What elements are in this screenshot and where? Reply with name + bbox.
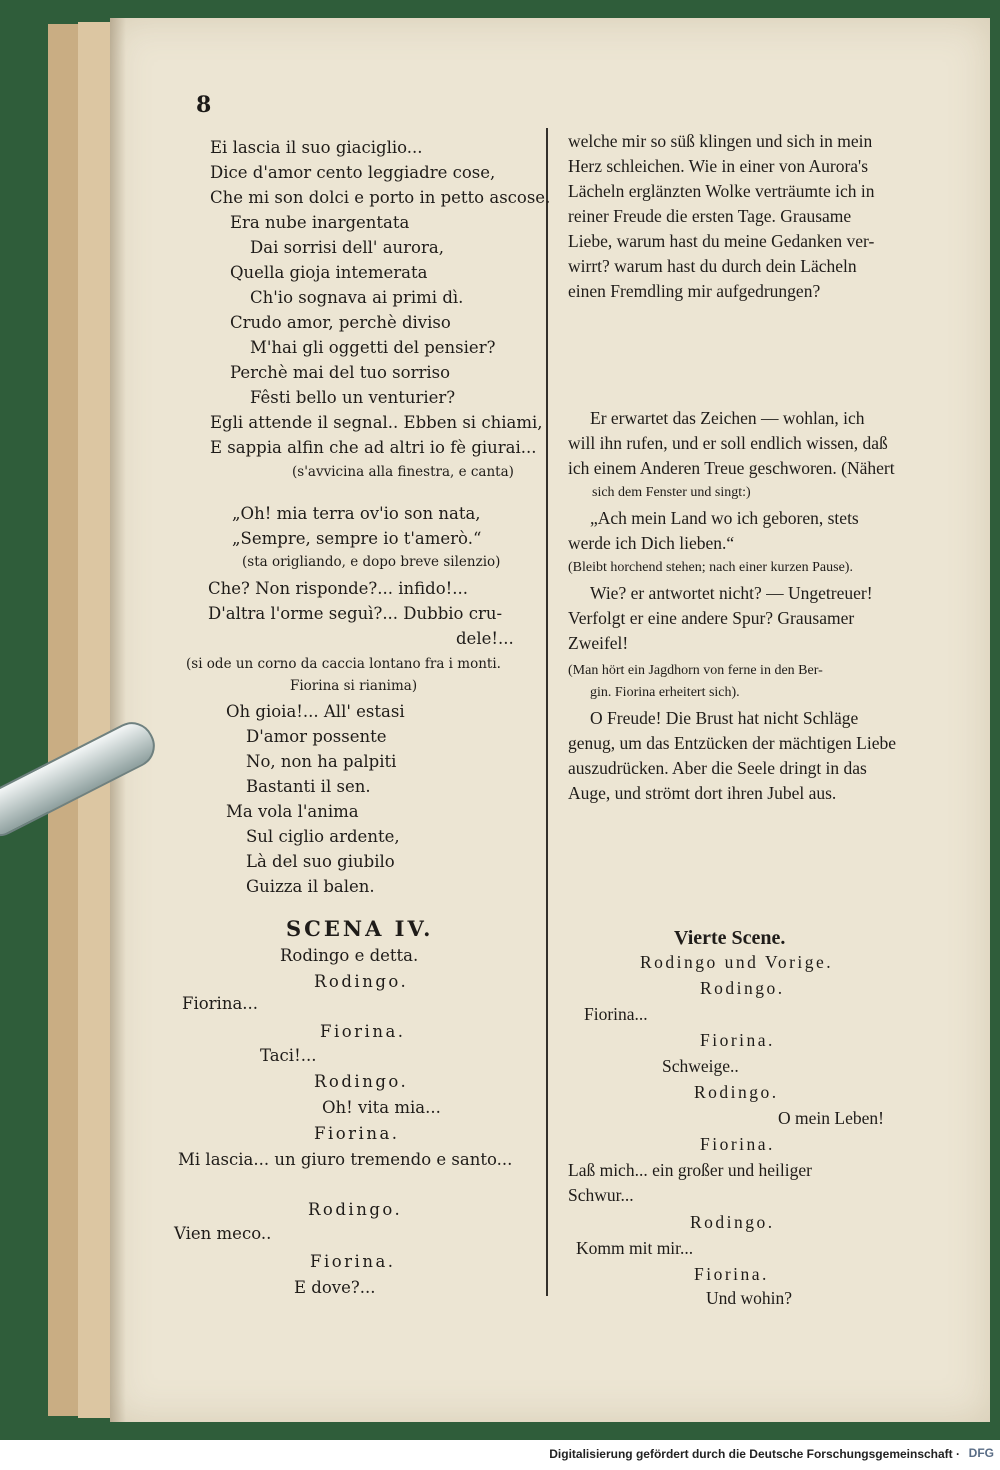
italian-line: Che? Non risponde?... infido!...	[208, 579, 469, 598]
speaker-name: Rodingo.	[314, 972, 409, 991]
stage-direction: (si ode un corno da caccia lontano fra i monti.	[186, 656, 501, 672]
italian-verse: Sul ciglio ardente,	[246, 827, 400, 846]
italian-verse: Ma vola l'anima	[226, 802, 359, 821]
italian-line: Ei lascia il suo giaciglio...	[210, 138, 423, 157]
stage-direction: (Man hört ein Jagdhorn von ferne in den Ber-	[568, 663, 823, 678]
dialogue-line: Komm mit mir...	[576, 1238, 694, 1258]
speaker-name: Fiorina.	[700, 1134, 775, 1154]
footer-bar	[0, 1440, 1000, 1470]
dialogue-line: Vien meco..	[174, 1224, 272, 1243]
dialogue-line: Schweige..	[662, 1056, 739, 1076]
column-divider	[546, 128, 548, 1296]
german-line: einen Fremdling mir aufgedrungen?	[568, 281, 821, 301]
stage-direction: sich dem Fenster und singt:)	[592, 485, 751, 500]
italian-line: Fêsti bello un venturier?	[250, 388, 456, 407]
german-song-line: „Ach mein Land wo ich geboren, stets	[590, 508, 859, 528]
stage-direction: Fiorina si rianima)	[290, 678, 418, 694]
speaker-name: Fiorina.	[320, 1022, 406, 1041]
italian-line: Crudo amor, perchè diviso	[230, 313, 451, 332]
german-line: Er erwartet das Zeichen — wohlan, ich	[590, 408, 865, 428]
italian-line: dele!...	[456, 629, 514, 648]
italian-line: Che mi son dolci e porto in petto ascose.	[210, 188, 551, 207]
dialogue-line: Taci!...	[260, 1046, 317, 1065]
dialogue-line: Oh! vita mia...	[322, 1098, 441, 1117]
speaker-name: Fiorina.	[314, 1124, 400, 1143]
scene-heading: SCENA IV.	[286, 916, 434, 941]
italian-line: Ch'io sognava ai primi dì.	[250, 288, 464, 307]
german-line: wirrt? warum hast du durch dein Lächeln	[568, 256, 857, 276]
german-line: auszudrücken. Aber die Seele dringt in das	[568, 758, 867, 778]
german-line: reiner Freude die ersten Tage. Grausame	[568, 206, 852, 226]
italian-verse: Oh gioia!... All' estasi	[226, 702, 405, 721]
german-line: ich einem Anderen Treue geschworen. (Nähert	[568, 458, 895, 478]
italian-song-line: „Oh! mia terra ov'io son nata,	[232, 504, 481, 523]
italian-line: Quella gioja intemerata	[230, 263, 428, 282]
book-page	[110, 18, 990, 1422]
stage-direction: (sta origliando, e dopo breve silenzio)	[242, 554, 501, 570]
scene-cast: Rodingo und Vorige.	[640, 952, 834, 972]
speaker-name: Rodingo.	[690, 1212, 775, 1232]
dfg-logo: DFG	[968, 1446, 994, 1460]
scene-cast: Rodingo e detta.	[280, 946, 419, 965]
german-line: Lächeln erglänzten Wolke verträumte ich in	[568, 181, 875, 201]
italian-line: Dice d'amor cento leggiadre cose,	[210, 163, 496, 182]
german-line: Auge, und strömt dort ihren Jubel aus.	[568, 783, 837, 803]
italian-verse: No, non ha palpiti	[246, 752, 397, 771]
speaker-name: Rodingo.	[694, 1082, 779, 1102]
stage-direction: (s'avvicina alla finestra, e canta)	[292, 464, 514, 480]
italian-line: D'altra l'orme seguì?... Dubbio cru-	[208, 604, 503, 623]
german-line: welche mir so süß klingen und sich in mein	[568, 131, 873, 151]
dialogue-line: Laß mich... ein großer und heiliger	[568, 1160, 812, 1180]
speaker-name: Rodingo.	[314, 1072, 409, 1091]
german-song-line: werde ich Dich lieben.“	[568, 533, 735, 553]
italian-line: Era nube inargentata	[230, 213, 410, 232]
german-line: will ihn rufen, und er soll endlich wissen, daß	[568, 433, 888, 453]
italian-line: Egli attende il segnal.. Ebben si chiami,	[210, 413, 543, 432]
dialogue-line: O mein Leben!	[778, 1108, 884, 1128]
german-line: O Freude! Die Brust hat nicht Schläge	[590, 708, 859, 728]
speaker-name: Fiorina.	[700, 1030, 775, 1050]
german-line: Herz schleichen. Wie in einer von Aurora's	[568, 156, 869, 176]
german-line: Zweifel!	[568, 633, 629, 653]
italian-line: E sappia alfin che ad altri io fè giurai...	[210, 438, 537, 457]
speaker-name: Fiorina.	[310, 1252, 396, 1271]
german-line: genug, um das Entzücken der mächtigen Liebe	[568, 733, 897, 753]
italian-line: Dai sorrisi dell' aurora,	[250, 238, 444, 257]
scene-heading: Vierte Scene.	[674, 927, 786, 949]
speaker-name: Rodingo.	[700, 978, 785, 998]
dialogue-line: Und wohin?	[706, 1288, 793, 1308]
dialogue-line: Fiorina...	[584, 1004, 648, 1024]
stage-direction: (Bleibt horchend stehen; nach einer kurzen Pause).	[568, 560, 853, 575]
page-number: 8	[196, 92, 212, 118]
speaker-name: Fiorina.	[694, 1264, 769, 1284]
dialogue-line: Mi lascia... un giuro tremendo e santo...	[178, 1150, 513, 1169]
italian-verse: Guizza il balen.	[246, 877, 375, 896]
dialogue-line: Schwur...	[568, 1185, 634, 1205]
italian-verse: Bastanti il sen.	[246, 777, 371, 796]
italian-verse: Là del suo giubilo	[246, 852, 395, 871]
german-line: Verfolgt er eine andere Spur? Grausamer	[568, 608, 855, 628]
dialogue-line: Fiorina...	[182, 994, 259, 1013]
italian-line: Perchè mai del tuo sorriso	[230, 363, 451, 382]
footer-credit: Digitalisierung gefördert durch die Deutsche Forschungsgemeinschaft ·	[549, 1447, 960, 1461]
dialogue-line: E dove?...	[294, 1278, 376, 1297]
italian-verse: D'amor possente	[246, 727, 387, 746]
german-line: Wie? er antwortet nicht? — Ungetreuer!	[590, 583, 873, 603]
speaker-name: Rodingo.	[308, 1200, 403, 1219]
italian-song-line: „Sempre, sempre io t'amerò.“	[232, 529, 482, 548]
italian-line: M'hai gli oggetti del pensier?	[250, 338, 496, 357]
stage-direction: gin. Fiorina erheitert sich).	[590, 685, 740, 700]
german-line: Liebe, warum hast du meine Gedanken ver-	[568, 231, 875, 251]
